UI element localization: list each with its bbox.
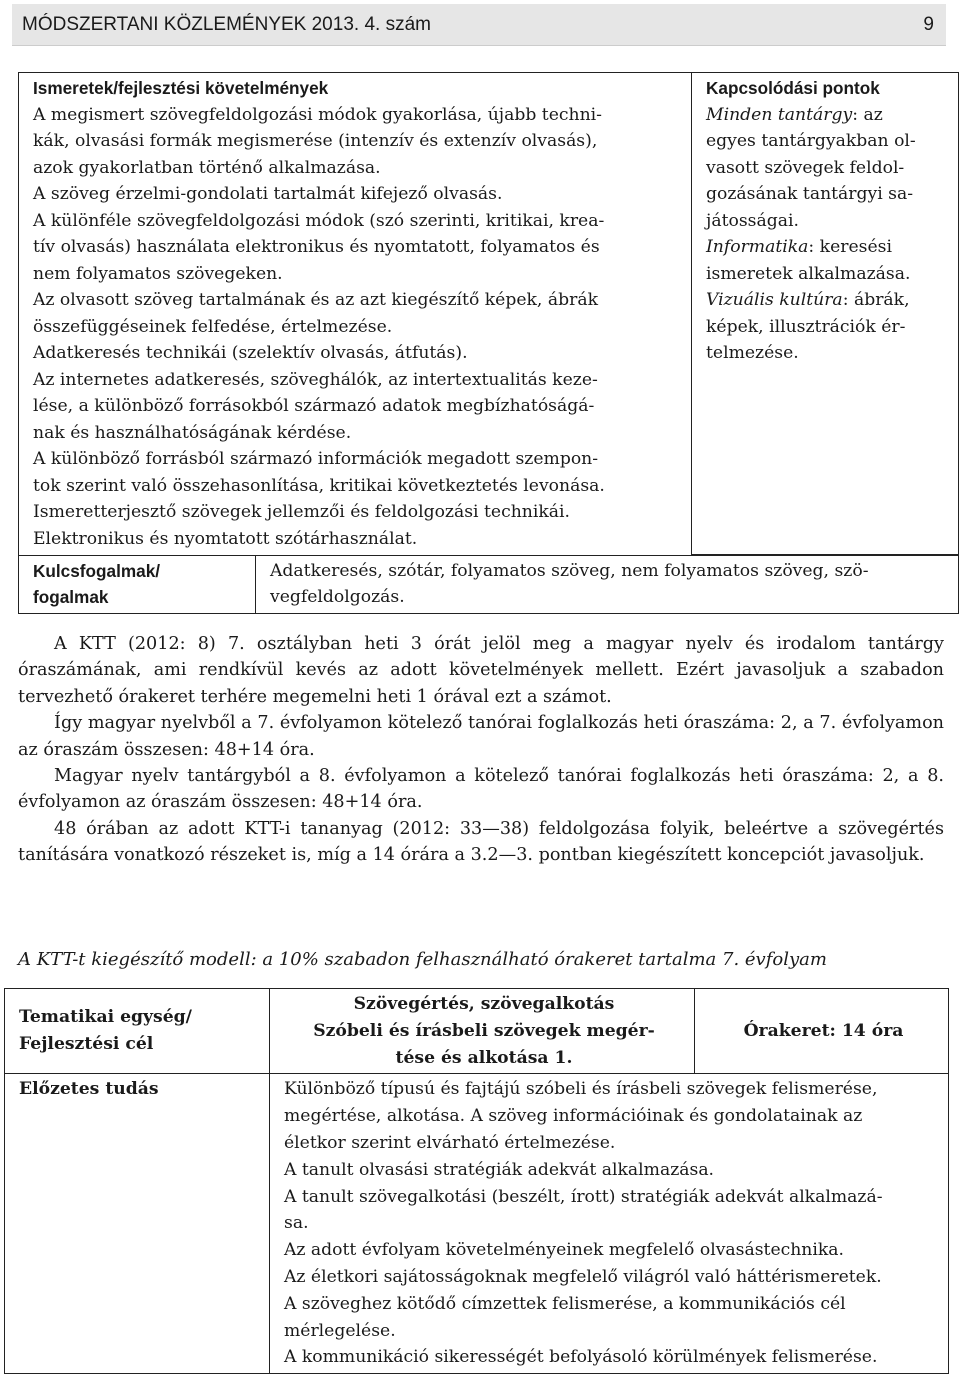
prior-line: A tanult olvasási stratégiák adekvát alkalmazása. [284, 1159, 715, 1180]
body-text [18, 631, 944, 869]
paragraph: Magyar nyelv tantárgyból a 8. évfolyamon a kötelező tanórai foglalkozás heti óraszáma: 2, a 8. évfolyamon az óraszám összesen: 48+14 óra. [18, 766, 944, 813]
connections-heading: Kapcsolódási pontok [706, 78, 880, 98]
key-label-line: fogalmak [33, 587, 109, 607]
prior-line: A kommunikáció sikerességét befolyásoló körülmények felismerése. [284, 1347, 878, 1368]
prior-line: Az adott évfolyam követelményeinek megfelelő olvasástechnika. [284, 1240, 845, 1261]
req-line: lése, a különböző forrásokból származó adatok megbízhatóságá- [33, 396, 595, 416]
thematic-title: Szóbeli és írásbeli szövegek megér- [313, 1020, 655, 1041]
key-concepts-row [19, 554, 959, 613]
requirements-table [18, 72, 959, 614]
key-value-line: Adatkeresés, szótár, folyamatos szöveg, nem folyamatos szöveg, szö- [270, 560, 869, 581]
prior-line: sa. [284, 1213, 309, 1234]
key-label-line: Kulcsfogalmak/ [33, 560, 161, 581]
hours-cell [695, 989, 949, 1074]
paragraph: 48 órában az adott KTT-i tananyag (2012: 33—38) feldolgozása folyik, beleértve a szövegértés tanítására vonatkozó részeket is, míg a 14 órára a 3.2—3. pontban kiegészített koncepciót javasoljuk. [18, 818, 944, 866]
connections-cell [692, 73, 959, 555]
req-line: összefüggéseinek felfedése, értelmezése. [33, 316, 393, 337]
req-line: Adatkeresés technikái (szelektív olvasás, átfutás). [33, 343, 468, 363]
conn-line: gozásának tantárgyi sa- [706, 184, 914, 204]
conn-text: : keresési [808, 237, 892, 257]
thematic-unit-table [4, 988, 949, 1374]
req-line: tok szerint való összehasonlítása, kritikai következtetés levonása. [33, 475, 605, 496]
thematic-title: Szövegértés, szövegalkotás [353, 994, 615, 1014]
key-concepts-label [19, 555, 256, 613]
req-line: Az olvasott szöveg tartalmának és az azt kiegészítő képek, ábrák [33, 290, 598, 310]
key-value-line: vegfeldolgozás. [270, 587, 405, 607]
paragraph: Így magyar nyelvből a 7. évfolyamon kötelező tanórai foglalkozás heti óraszáma: 2, a 7. évfolyamon az óraszám összesen: 48+14 óra. [18, 713, 944, 760]
subject-informatics: Informatika [706, 237, 809, 257]
prior-line: Az életkori sajátosságoknak megfelelő világról való háttérismeretek. [284, 1266, 882, 1287]
req-line: kák, olvasási formák megismerése (intenzív és extenzív olvasás), [33, 131, 598, 151]
req-line: Elektronikus és nyomtatott szótárhasználat. [33, 528, 418, 549]
prior-line: A szöveghez kötődő címzettek felismerése, a kommunikációs cél [284, 1293, 846, 1314]
conn-line: ismeretek alkalmazása. [706, 263, 911, 284]
requirements-heading: Ismeretek/fejlesztési követelmények [33, 78, 329, 98]
prior-line: A tanult szövegalkotási (beszélt, írott) stratégiák adekvát alkalmazá- [284, 1186, 883, 1207]
subject-all: Minden tantárgy [706, 104, 853, 125]
model-caption: A KTT-t kiegészítő modell: a 10% szabadon felhasználható órakeret tartalma 7. évfolyam [18, 949, 827, 970]
journal-title: MÓDSZERTANI KÖZLEMÉNYEK 2013. 4. szám [22, 13, 431, 35]
paragraph: A KTT (2012: 8) 7. osztályban heti 3 órát jelöl meg a magyar nyelv és irodalom tantárgy óraszámának, ami rendkívül kevés az adott követelmények mellett. Ezért javasoljuk a szabadon tervezhető órakeret terhére megemelni heti 1 órával ezt a számot. [18, 634, 944, 707]
prior-line: Különböző típusú és fajtájú szóbeli és írásbeli szövegek felismerése, [284, 1079, 878, 1100]
page-header [12, 4, 946, 46]
conn-text: : ábrák, [842, 290, 910, 310]
req-line: Az internetes adatkeresés, szöveghálók, az intertextualitás keze- [33, 369, 598, 390]
conn-line: egyes tantárgyakban ol- [706, 131, 916, 151]
thematic-title: tése és alkotása 1. [395, 1047, 573, 1068]
conn-line: képek, illusztrációk ér- [706, 316, 906, 337]
thematic-label: Tematikai egység/ [19, 1007, 192, 1028]
req-line: azok gyakorlatban történő alkalmazása. [33, 157, 381, 178]
prior-line: mérlegelése. [284, 1320, 396, 1341]
prior-knowledge-label-cell [5, 1074, 270, 1374]
conn-line: játosságai. [706, 210, 799, 231]
prior-line: életkor szerint elvárható értelmezése. [284, 1132, 616, 1153]
req-line: tív olvasás) használata elektronikus és nyomtatott, folyamatos és [33, 237, 600, 257]
thematic-label: Fejlesztési cél [19, 1034, 154, 1055]
req-line: A különböző forrásból származó információk megadott szempon- [33, 449, 599, 469]
requirements-cell [19, 73, 692, 555]
prior-line: megértése, alkotása. A szöveg információinak és gondolatainak az [284, 1106, 863, 1127]
req-line: nem folyamatos szövegeken. [33, 263, 283, 284]
thematic-title-cell [270, 989, 695, 1074]
page-number: 9 [923, 13, 934, 35]
conn-line: telmezése. [706, 343, 799, 363]
req-line: A szöveg érzelmi-gondolati tartalmát kifejező olvasás. [33, 184, 503, 204]
subject-visual-culture: Vizuális kultúra [706, 290, 843, 310]
key-concepts-value [256, 555, 959, 613]
req-line: A különféle szövegfeldolgozási módok (szó szerinti, kritikai, krea- [33, 210, 605, 231]
hours-value: Órakeret: 14 óra [743, 1020, 904, 1041]
req-line: A megismert szövegfeldolgozási módok gyakorlása, újabb techni- [33, 104, 602, 125]
req-line: Ismeretterjesztő szövegek jellemzői és feldolgozási technikái. [33, 502, 570, 522]
conn-text: : az [852, 104, 883, 125]
thematic-label-cell [5, 989, 270, 1074]
prior-knowledge-label: Előzetes tudás [19, 1079, 159, 1100]
prior-knowledge-cell [270, 1074, 949, 1374]
conn-line: vasott szövegek feldol- [706, 157, 905, 178]
req-line: nak és használhatóságának kérdése. [33, 422, 352, 443]
